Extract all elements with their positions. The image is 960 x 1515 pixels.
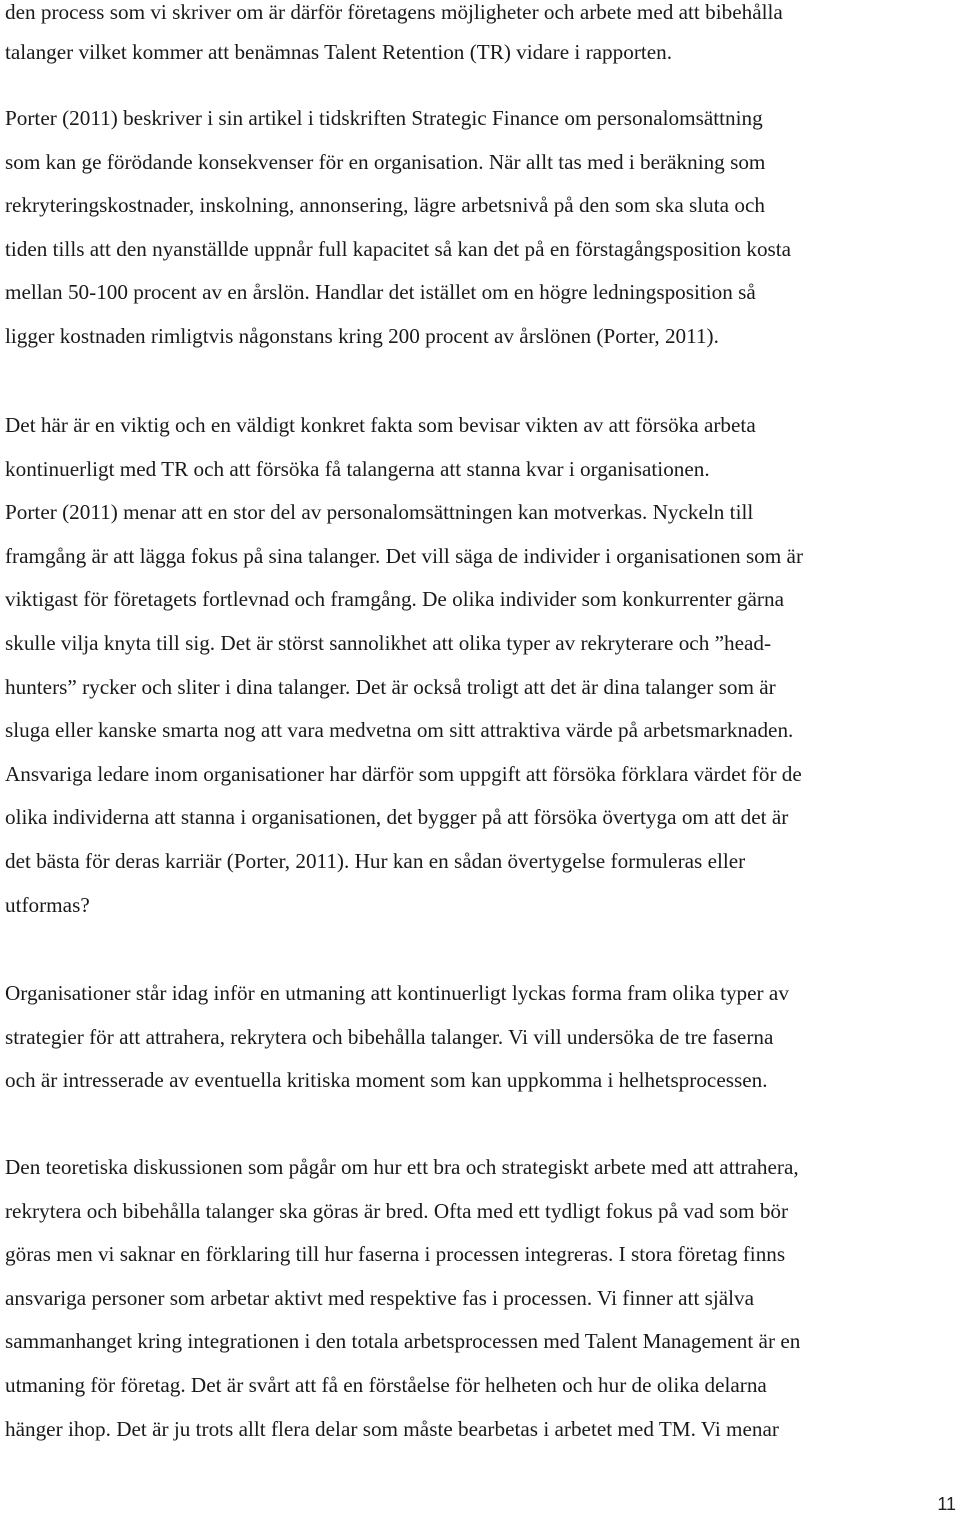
text-line: sammanhanget kring integrationen i den totala arbetsprocessen med Talent Management är en — [5, 1329, 801, 1354]
text-line: skulle vilja knyta till sig. Det är störst sannolikhet att olika typer av rekryterare och ”head- — [5, 630, 772, 655]
text-line: hänger ihop. Det är ju trots allt flera delar som måste bearbetas i arbetet med TM. Vi menar — [5, 1416, 779, 1441]
text-line: som kan ge förödande konsekvenser för en organisation. När allt tas med i beräkning som — [5, 149, 766, 174]
text-line: rekrytera och bibehålla talanger ska göras är bred. Ofta med ett tydligt fokus på vad som bör — [5, 1198, 789, 1223]
text-line: utmaning för företag. Det är svårt att få en förståelse för helheten och hur de olika delarna — [5, 1372, 767, 1397]
text-line: ligger kostnaden rimligtvis någonstans kring 200 procent av årslönen (Porter, 2011). — [5, 323, 719, 348]
text-line: mellan 50-100 procent av en årslön. Handlar det istället om en högre ledningsposition så — [5, 280, 756, 305]
text-line: utformas? — [5, 892, 90, 917]
text-line: Porter (2011) menar att en stor del av personalomsättningen kan motverkas. Nyckeln till — [5, 500, 754, 525]
text-line: ansvariga personer som arbetar aktivt med respektive fas i processen. Vi finner att själva — [5, 1285, 755, 1310]
text-line: olika individerna att stanna i organisationen, det bygger på att försöka övertyga om att det är — [5, 805, 789, 830]
text-line: Det här är en viktig och en väldigt konkret fakta som bevisar vikten av att försöka arbeta — [5, 413, 756, 437]
text-line: rekryteringskostnader, inskolning, annonsering, lägre arbetsnivå på den som ska sluta och — [5, 193, 765, 218]
text-line: Ansvariga ledare inom organisationer har därför som uppgift att försöka förklara värdet för de — [5, 761, 802, 786]
text-line: kontinuerligt med TR och att försöka få talangerna att stanna kvar i organisationen. — [5, 456, 710, 481]
text-line: Porter (2011) beskriver i sin artikel i tidskriften Strategic Finance om personalomsättning — [5, 106, 763, 130]
text-line: det bästa för deras karriär (Porter, 2011). Hur kan en sådan övertygelse formuleras eller — [5, 848, 746, 873]
text-line: viktigast för företagets fortlevnad och framgång. De olika individer som konkurrenter gärna — [5, 587, 784, 612]
text-line: den process som vi skriver om är därför företagens möjligheter och arbete med att bibehålla — [5, 0, 783, 24]
text-line: sluga eller kanske smarta nog att vara medvetna om sitt attraktiva värde på arbetsmarknaden. — [5, 718, 794, 743]
paragraph-porter-turnover-costs — [5, 97, 955, 359]
text-line: Den teoretiska diskussionen som pågår om hur ett bra och strategiskt arbete med att attrahera, — [5, 1155, 799, 1179]
page-number: 11 — [937, 1494, 956, 1514]
text-line: hunters” rycker och sliter i dina talanger. Det är också troligt att det är dina talanger som är — [5, 674, 776, 699]
text-line: talanger vilket kommer att benämnas Talent Retention (TR) vidare i rapporten. — [5, 40, 673, 64]
text-line: framgång är att lägga fokus på sina talanger. Det vill säga de individer i organisationen som är — [5, 543, 804, 568]
paragraph-theoretical-discussion — [5, 1146, 955, 1451]
text-line: Organisationer står idag inför en utmaning att kontinuerligt lyckas forma fram olika typer av — [5, 981, 789, 1005]
text-line: tiden tills att den nyanställde uppnår full kapacitet så kan det på en förstagångsposition kosta — [5, 236, 792, 261]
text-line: och är intresserade av eventuella kritiska moment som kan uppkomma i helhetsprocessen. — [5, 1068, 768, 1093]
text-line: göras men vi saknar en förklaring till hur faserna i processen integreras. I stora företag finns — [5, 1242, 786, 1267]
text-line: strategier för att attrahera, rekrytera och bibehålla talanger. Vi vill undersöka de tre faserna — [5, 1024, 774, 1049]
paragraph-focus-on-talents — [5, 404, 955, 927]
paragraph-talent-retention — [5, 0, 955, 72]
paragraph-organisational-challenge — [5, 972, 955, 1103]
